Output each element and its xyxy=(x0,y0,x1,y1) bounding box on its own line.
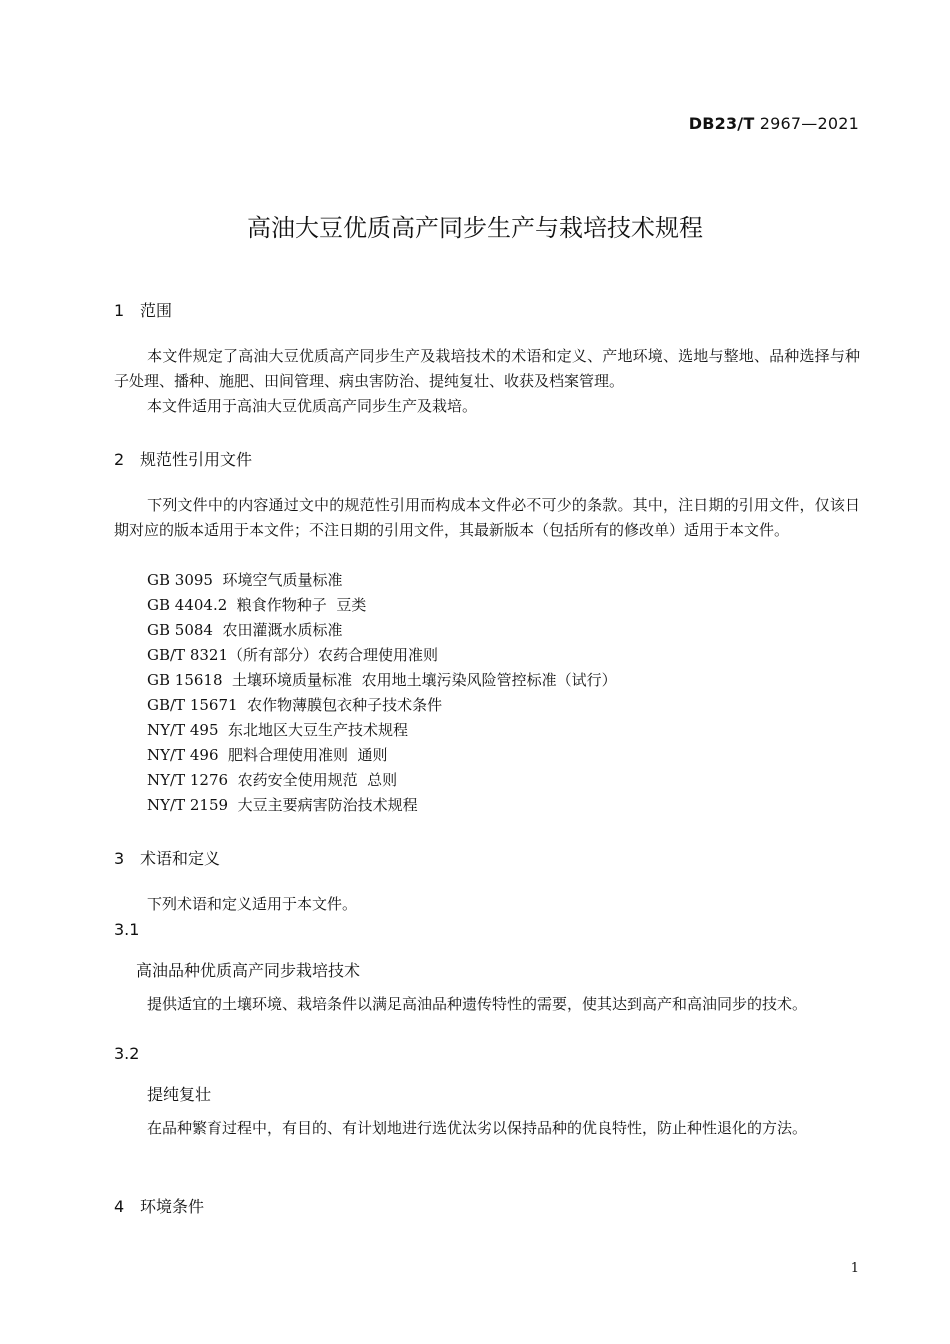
section-title: 环境条件 xyxy=(140,1197,205,1216)
reference-item: NY/T 496 肥料合理使用准则 通则 xyxy=(147,746,388,764)
section-number: 1 xyxy=(114,301,125,320)
section-number: 2 xyxy=(114,450,125,469)
terms-intro: 下列术语和定义适用于本文件。 xyxy=(147,895,358,913)
section-4-heading xyxy=(114,1194,204,1217)
reference-item: GB 5084 农田灌溉水质标准 xyxy=(147,621,343,639)
term-definition: 提供适宜的土壤环境、栽培条件以满足高油品种遗传特性的需要，使其达到高产和高油同步的技术。 xyxy=(147,995,808,1013)
reference-item: NY/T 1276 农药安全使用规范 总则 xyxy=(147,771,398,789)
section-title: 范围 xyxy=(140,301,173,320)
section-number: 3 xyxy=(114,849,125,868)
term-definition: 在品种繁育过程中，有目的、有计划地进行选优汰劣以保持品种的优良特性，防止种性退化的方法。 xyxy=(147,1119,808,1137)
section-1-heading xyxy=(114,298,172,321)
standard-code xyxy=(689,114,859,133)
standard-code-number: 2967—2021 xyxy=(754,114,859,133)
reference-item: NY/T 495 东北地区大豆生产技术规程 xyxy=(147,721,409,739)
reference-item: NY/T 2159 大豆主要病害防治技术规程 xyxy=(147,796,418,814)
page-number: 1 xyxy=(850,1261,859,1276)
reference-item: GB 4404.2 粮食作物种子 豆类 xyxy=(147,596,367,614)
section-title: 术语和定义 xyxy=(140,849,221,868)
reference-item: GB 15618 土壤环境质量标准 农用地土壤污染风险管控标准（试行） xyxy=(147,671,617,689)
term-number: 3.2 xyxy=(114,1044,140,1063)
reference-item: GB/T 15671 农作物薄膜包衣种子技术条件 xyxy=(147,696,443,714)
document-title: 高油大豆优质高产同步生产与栽培技术规程 xyxy=(247,214,703,242)
scope-paragraph-2: 本文件适用于高油大豆优质高产同步生产及栽培。 xyxy=(147,397,478,415)
term-number: 3.1 xyxy=(114,920,140,939)
term-name: 高油品种优质高产同步栽培技术 xyxy=(136,961,361,980)
section-3-heading xyxy=(114,846,220,869)
reference-item: GB 3095 环境空气质量标准 xyxy=(147,571,343,589)
section-number: 4 xyxy=(114,1197,125,1216)
scope-paragraph-1: 本文件规定了高油大豆优质高产同步生产及栽培技术的术语和定义、产地环境、选地与整地、品种选择与种子处理、播种、施肥、田间管理、病虫害防治、提纯复壮、收获及档案管理。 xyxy=(114,347,860,390)
term-name: 提纯复壮 xyxy=(147,1085,212,1104)
section-2-heading xyxy=(114,447,252,470)
section-title: 规范性引用文件 xyxy=(140,450,253,469)
standard-code-prefix: DB23/T xyxy=(688,114,755,133)
reference-item: GB/T 8321（所有部分）农药合理使用准则 xyxy=(147,646,439,664)
normative-intro: 下列文件中的内容通过文中的规范性引用而构成本文件必不可少的条款。其中，注日期的引用文件，仅该日期对应的版本适用于本文件；不注日期的引用文件，其最新版本（包括所有的修改单）适用于本文件。 xyxy=(114,496,860,539)
